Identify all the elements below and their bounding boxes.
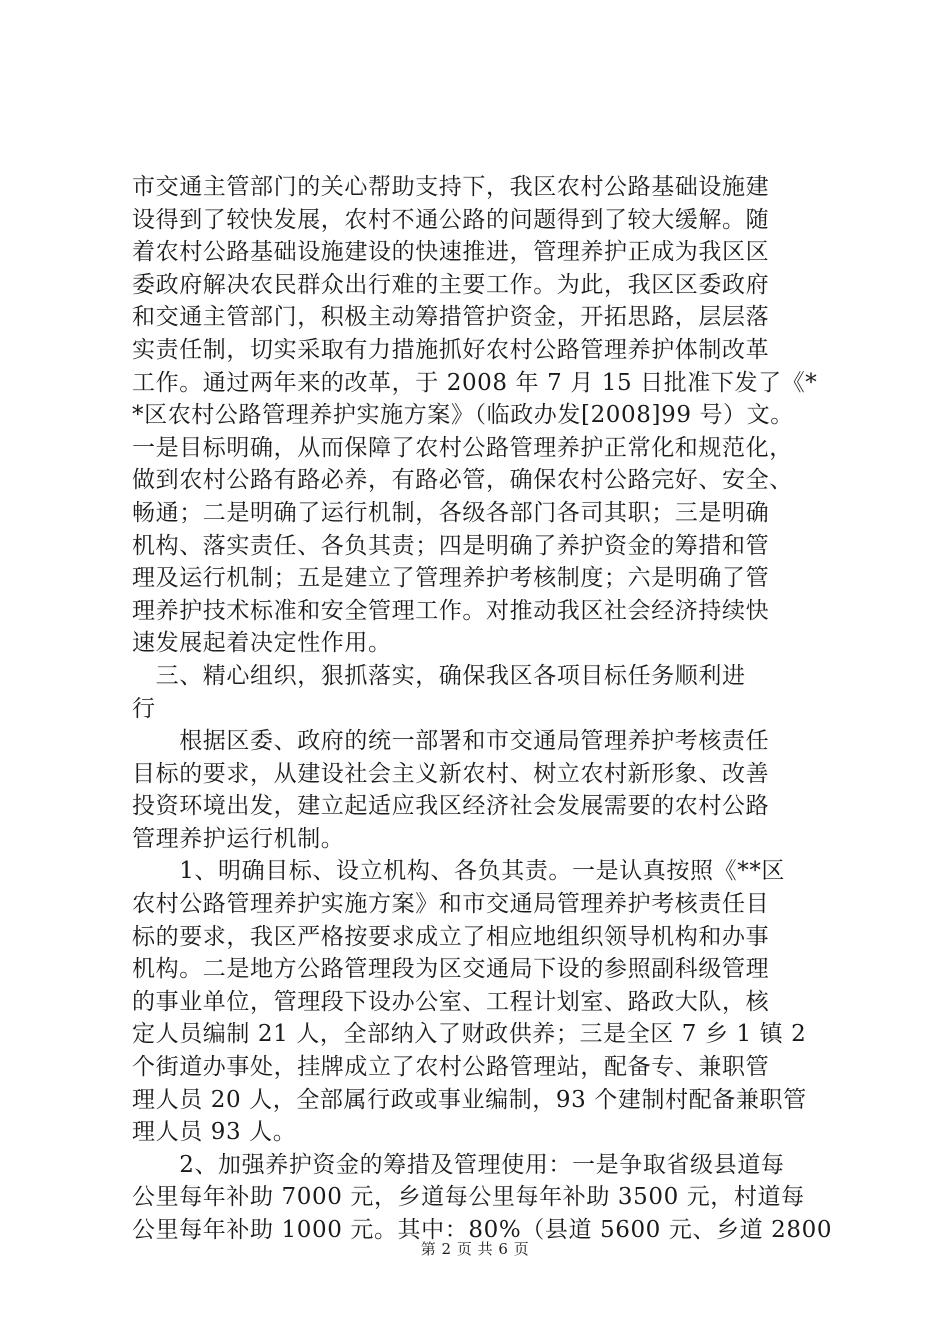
body-text <box>132 171 832 1247</box>
text-line: 投资环境出发，建立起适应我区经济社会发展需要的农村公路 <box>132 793 770 820</box>
text-line: 管理养护运行机制。 <box>132 825 345 852</box>
text-line: 实责任制，切实采取有力措施抓好农村公路管理养护体制改革 <box>132 336 770 363</box>
text-line: 理人员 93 人。 <box>132 1119 297 1146</box>
text-line: 着农村公路基础设施建设的快速推进，管理养护正成为我区区 <box>132 239 770 266</box>
text-line: 一是目标明确，从而保障了农村公路管理养护正常化和规范化， <box>132 434 793 461</box>
text-line: 工作。通过两年来的改革，于 2008 年 7 月 15 日批准下发了《* <box>132 369 818 396</box>
text-line: 畅通；二是明确了运行机制，各级各部门各司其职；三是明确 <box>132 499 770 526</box>
text-line: 目标的要求，从建设社会主义新农村、树立农村新形象、改善 <box>132 760 770 787</box>
text-line: 市交通主管部门的关心帮助支持下，我区农村公路基础设施建 <box>132 174 770 200</box>
text-line: 定人员编制 21 人，全部纳入了财政供养；三是全区 7 乡 1 镇 2 <box>132 1021 807 1048</box>
text-line: 2、加强养护资金的筹措及管理使用：一是争取省级县道每 <box>132 1151 785 1178</box>
text-line: 1、明确目标、设立机构、各负其责。一是认真按照《**区 <box>132 858 786 885</box>
section-heading-cont: 行 <box>132 695 156 722</box>
text-line: *区农村公路管理养护实施方案》（临政办发[2008]99 号）文。 <box>132 402 794 429</box>
text-line: 个街道办事处，挂牌成立了农村公路管理站，配备专、兼职管 <box>132 1054 770 1081</box>
text-line: 和交通主管部门，积极主动筹措管护资金，开拓思路，层层落 <box>132 304 770 331</box>
page-footer: 第 2 页 共 6 页 <box>420 1240 530 1258</box>
text-line: 公里每年补助 7000 元，乡道每公里每年补助 3500 元，村道每 <box>132 1184 805 1211</box>
text-line: 委政府解决农民群众出行难的主要工作。为此，我区区委政府 <box>132 271 770 298</box>
text-line: 机构。二是地方公路管理段为区交通局下设的参照副科级管理 <box>132 956 770 983</box>
text-line: 标的要求，我区严格按要求成立了相应地组织领导机构和办事 <box>132 923 770 950</box>
text-line: 根据区委、政府的统一部署和市交通局管理养护考核责任 <box>132 728 770 755</box>
text-line: 机构、落实责任、各负其责；四是明确了养护资金的筹措和管 <box>132 532 770 559</box>
text-line: 理及运行机制；五是建立了管理养护考核制度；六是明确了管 <box>132 565 770 592</box>
text-line: 的事业单位，管理段下设办公室、工程计划室、路政大队，核 <box>132 988 770 1015</box>
section-heading: 三、精心组织，狠抓落实，确保我区各项目标任务顺利进 <box>132 662 746 689</box>
text-line: 理养护技术标准和安全管理工作。对推动我区社会经济持续快 <box>132 597 770 624</box>
text-line: 农村公路管理养护实施方案》和市交通局管理养护考核责任目 <box>132 891 770 918</box>
text-line: 理人员 20 人，全部属行政或事业编制，93 个建制村配备兼职管 <box>132 1086 807 1113</box>
text-line: 公里每年补助 1000 元。其中：80%（县道 5600 元、乡道 2800 <box>132 1217 833 1243</box>
text-line: 做到农村公路有路必养，有路必管，确保农村公路完好、安全、 <box>132 467 793 494</box>
text-line: 设得到了较快发展，农村不通公路的问题得到了较大缓解。随 <box>132 206 770 233</box>
text-line: 速发展起着决定性作用。 <box>132 630 392 657</box>
